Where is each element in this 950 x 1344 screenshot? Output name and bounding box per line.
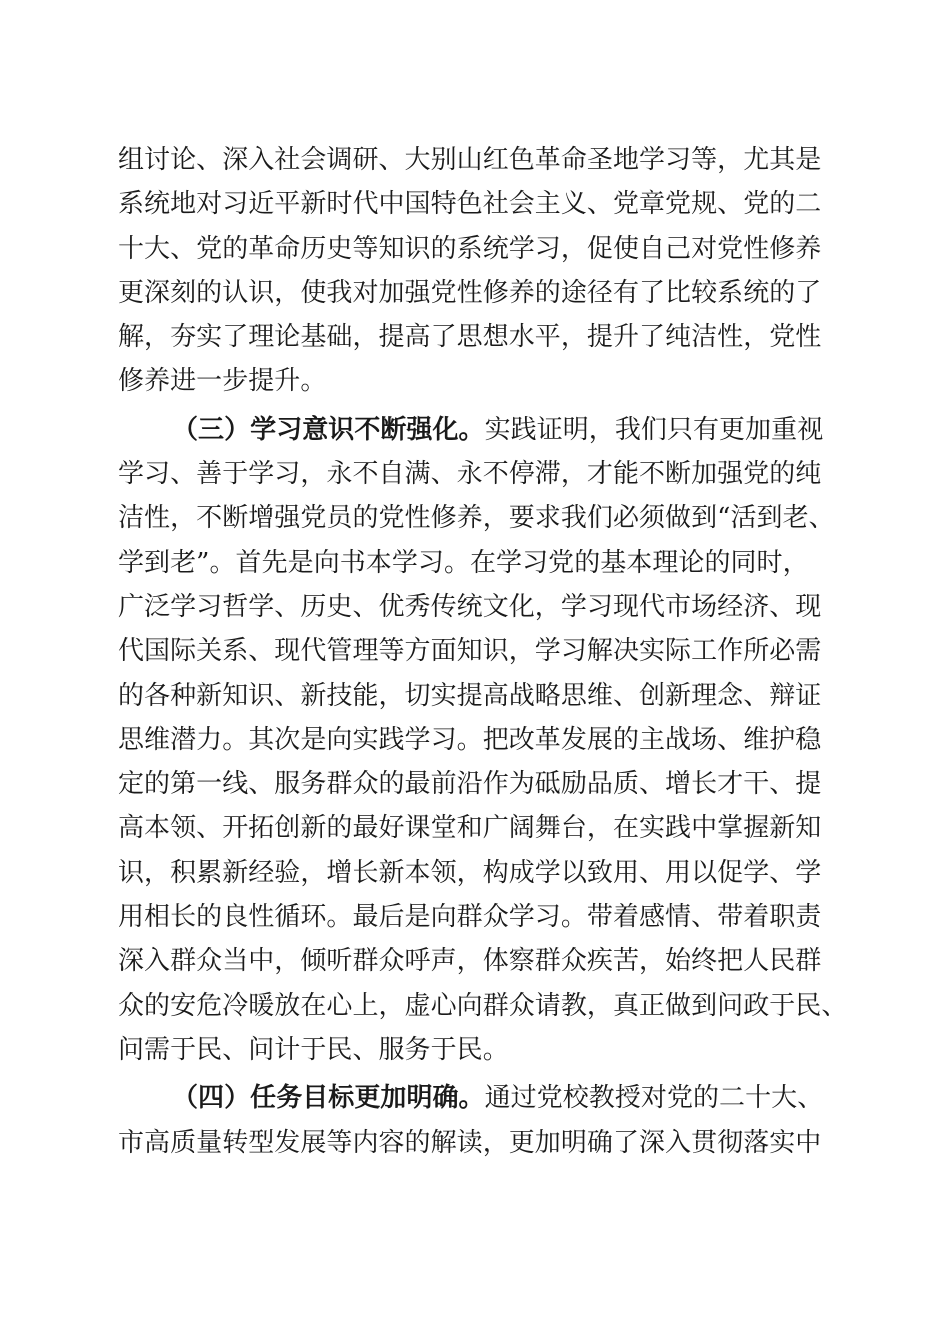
text-line: 的各种新知识、新技能，切实提高战略思维、创新理念、辩证 (118, 680, 822, 711)
text-line: 市高质量转型发展等内容的解读，更加明确了深入贯彻落实中 (118, 1127, 822, 1158)
text-line: 更深刻的认识，使我对加强党性修养的途径有了比较系统的了 (118, 277, 822, 308)
document-page (118, 138, 848, 1169)
text-line: 深入群众当中，倾听群众呼声，体察群众疾苦，始终把人民群 (118, 946, 822, 977)
text-line: 识，积累新经验，增长新本领，构成学以致用、用以促学、学 (118, 857, 822, 888)
section-heading: （三）学习意识不断强化。 (172, 414, 485, 445)
paragraph-continued (118, 138, 838, 404)
text-run: 通过党校教授对党的二十大、 (484, 1083, 824, 1114)
text-line: 解，夯实了理论基础，提高了思想水平，提升了纯洁性，党性 (118, 322, 822, 353)
text-line: 广泛学习哲学、历史、优秀传统文化，学习现代市场经济、现 (118, 591, 822, 622)
text-line: 组讨论、深入社会调研、大别山红色革命圣地学习等，尤其是 (118, 145, 822, 175)
text-line: 学到老”。首先是向书本学习。在学习党的基本理论的同时， (118, 547, 809, 578)
text-line: 系统地对习近平新时代中国特色社会主义、党章党规、党的二 (118, 189, 822, 220)
text-line: 学习、善于学习，永不自满、永不停滞，才能不断加强党的纯 (118, 459, 822, 490)
text-line (118, 408, 838, 452)
text-line: 十大、党的革命历史等知识的系统学习，促使自己对党性修养 (118, 233, 822, 264)
text-line: 修养进一步提升。 (118, 366, 327, 397)
text-line: 定的第一线、服务群众的最前沿作为砥励品质、增长才干、提 (118, 769, 822, 800)
text-line: 高本领、开拓创新的最好课堂和广阔舞台，在实践中掌握新知 (118, 813, 822, 844)
text-line: 问需于民、问计于民、服务于民。 (118, 1034, 509, 1065)
text-line: 用相长的良性循环。最后是向群众学习。带着感情、带着职责 (118, 902, 822, 933)
paragraph-section-3 (118, 408, 848, 1072)
text-line (118, 1076, 838, 1120)
text-line: 众的安危冷暖放在心上，虚心向群众请教，真正做到问政于民、 (118, 990, 848, 1021)
paragraph-section-4 (118, 1076, 838, 1165)
text-run: 实践证明，我们只有更加重视 (484, 414, 824, 445)
text-line: 思维潜力。其次是向实践学习。把改革发展的主战场、维护稳 (118, 724, 822, 755)
text-line: 代国际关系、现代管理等方面知识，学习解决实际工作所必需 (118, 636, 822, 667)
text-line: 洁性，不断增强党员的党性修养，要求我们必须做到“活到老、 (118, 503, 835, 534)
section-heading: （四）任务目标更加明确。 (172, 1083, 485, 1114)
